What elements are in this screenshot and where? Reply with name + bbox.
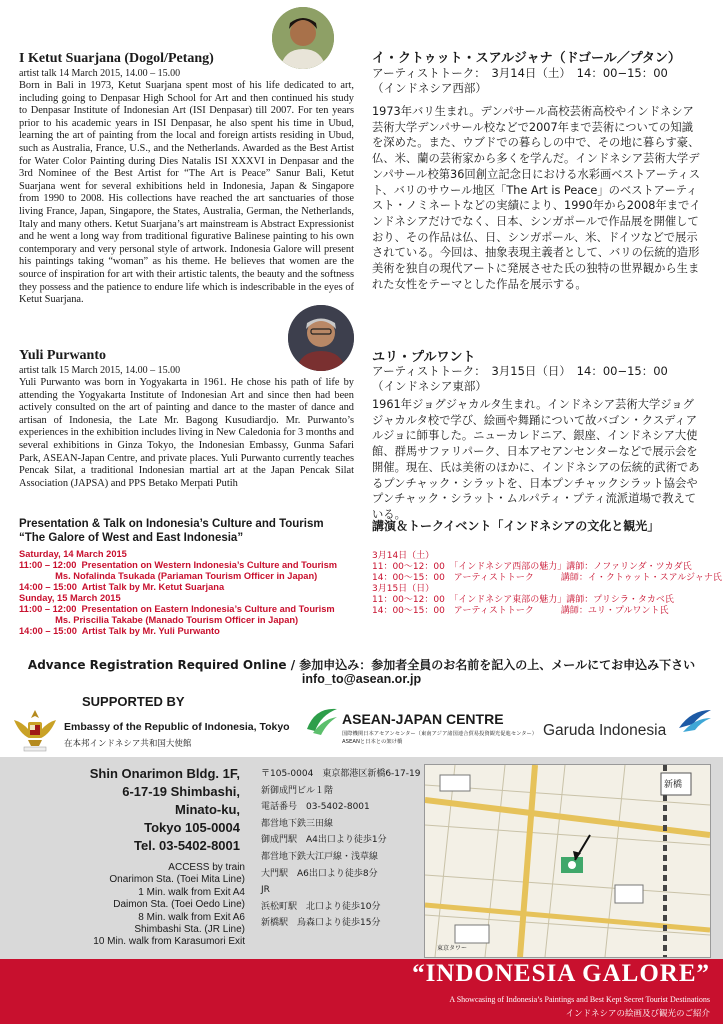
presentation-title-line2: “The Galore of West and East Indonesia” xyxy=(19,532,244,544)
address-jp: 〒105-0004 東京都港区新橋6-17-19 新御成門ビル１階 電話番号 03-5402-8001 都営地下鉄三田線 御成門駅 A4出口より徒歩1分 都営地下鉄大江戸線・浅草線 大門駅 A6出口より徒歩8分 JR 浜松町駅 北口より徒歩10分 新橋駅 烏森口より徒歩15分 xyxy=(261,769,421,929)
ajc-sub2: ASEANと日本との架け橋 xyxy=(342,739,403,745)
artist1-bio-jp: 1973年バリ生まれ。デンパサール高校芸術高校やインドネシア芸術大学デンパサール校などで2007年まで芸術についての知識を深めた。また、ウブドでの暮らしの中で、その地に暮らす豪、仏、米、蘭の芸術家から多くを学んだ。インドネシア芸術大学デンパサール校第36回創立記念日における水彩画ベストアーティスト、バリのサウール地区「The Art is Peace」のベストアーティスト・ノミネートなどの実績により、1990年から2008年までインドネシアだけでなく、日本、シンガポールで作品展を開催しており、その作品は仏、日、シンガポール、米、ドイツなどで展示されている。今回は、抽象表現主義者として、バリの伝統的造形美術を独自の現代アートに発展させた氏の独特の世界観から生まれた女性をテーマとした作品を展示する。 xyxy=(372,105,701,291)
address-line: 6-17-19 Shimbashi, xyxy=(122,784,240,799)
artist2-region-jp: （インドネシア東部） xyxy=(372,379,487,393)
map-station-label: 新橋 xyxy=(664,780,683,790)
access-en xyxy=(20,862,245,949)
artist1-photo xyxy=(272,7,334,69)
address-en xyxy=(20,765,240,855)
address-line: Minato-ku, xyxy=(175,802,240,817)
access-line: 10 Min. walk from Karasumori Exit xyxy=(93,936,245,948)
access-line: Onarimon Sta. (Toei Mita Line) xyxy=(109,874,245,886)
access-line: ACCESS by train xyxy=(168,862,245,873)
ajc-name: ASEAN-JAPAN CENTRE xyxy=(342,711,504,727)
access-line: Daimon Sta. (Toei Oedo Line) xyxy=(113,899,245,911)
access-line: 1 Min. walk from Exit A4 xyxy=(138,886,245,898)
artist1-talk-jp: アーティストトーク： 3月14日（土） 14：00−15：00 xyxy=(372,66,668,80)
footer-subtitle: A Showcasing of Indonesia’s Paintings and Best Kept Secret Tourist Destinations xyxy=(449,995,710,1004)
area-map[interactable] xyxy=(424,764,711,958)
artist1-bio-en: Born in Bali in 1973, Ketut Suarjana spent most of his life dedicated to art, including going to Denpasar High School for Art and then continued his study to Denpasar Institute of Indonesian Art (ISI Denpasar) till 2007. For ten years prior to his academic years in ISI Denpasar, he also spent his time in Ubud, learning the art of painting from the local and foreign artists residing in Ubud, such as Australia, France, U.S., and the Netherlands. Awarded as the Best Artist for Water Color Painting during Dies Natalis ISI XXXVI in Denpasar and the 3rd Nominee of the Best Artist for “The Art is Peace” Sanur Bali, Ketut Suarjana went for several exhibitions held in Indonesia, Japan & Singapore from 1990 to 2008. His collections have reached the art sanctuaries of those living France, Japan, Singapore, the States, Australia, German, the Netherlands, Italy and many others. Ketut Suarjana’s art mainstream is Abstract Expressionist and he went a long way from traditional figurative Balinese painting to his own contemporary and very personal style of artwork. Indonesia Galore will present his paintings taking “woman” as his theme. He believes that women are the source of inspiration for art with their artistic talents, the beauty and the softness they possess and the patience to endure life which is indescribable in the eyes of Ketut Suarjana. xyxy=(19,80,354,306)
address-phone[interactable]: Tel. 03-5402-8001 xyxy=(134,838,240,853)
address-line: Shin Onarimon Bldg. 1F, xyxy=(89,766,240,781)
presentation-schedule-en: Saturday, 14 March 2015 11:00 – 12:00 Presentation on Western Indonesia’s Culture and Tourism Ms. Nofalinda Tsukada (Pariaman Tourism Officer in Japan) 14:00 – 15:00 Artist Talk by Mr. Ketut Suarjana Sunday, 15 March 2015 11:00 – 12:00 Presentation on Eastern Indonesia’s Culture and Tourism Ms. Priscilia Takabe (Manado Tourism Officer in Japan) 14:00 – 15:00 Artist Talk by Mr. Yuli Purwanto xyxy=(19,549,338,636)
address-line: Tokyo 105-0004 xyxy=(144,820,240,835)
artist1-region-jp: （インドネシア西部） xyxy=(372,81,487,95)
artist2-bio-jp: 1961年ジョグジャカルタ生まれ。インドネシア芸術大学ジョグジャカルタ校で学び、絵画や舞踊について故バゴン・クスディアルジョに師事した。ニューカレドニア、銀座、インドネシア大使館、群馬サファリパーク、日本アセアンセンターなどで展示会を開催。現在、氏は美術のほかに、インドネシアの伝統的武術であるプンチャック・シラットを、日本プンチャックシラット協会やプンチャック・シラット・ムルパティ・プティ流派道場で教えている。 xyxy=(372,398,700,521)
garuda-emblem-icon xyxy=(12,706,58,754)
registration-note: Advance Registration Required Online / 参加申込み：参加者全員のお名前を記入の上、メールにてお申込み下さい xyxy=(27,658,696,672)
footer-title: “INDONESIA GALORE” xyxy=(412,960,710,987)
artist2-photo xyxy=(288,305,354,371)
artist2-name-en: Yuli Purwanto xyxy=(19,348,107,363)
embassy-name-en: Embassy of the Republic of Indonesia, Tokyo xyxy=(64,721,290,733)
artist2-talk-en: artist talk 15 March 2015, 14.00 – 15.00 xyxy=(19,365,181,376)
supported-by-heading: SUPPORTED BY xyxy=(82,694,185,709)
ajc-sub1: 国際機関日本アセアンセンター（東南アジア諸国連合貿易投資観光促進センター） xyxy=(342,731,538,737)
presentation-title-line1: Presentation & Talk on Indonesia’s Culture and Tourism xyxy=(19,518,324,530)
garuda-bird-icon xyxy=(677,708,713,734)
presentation-title-jp: 講演＆トークイベント「インドネシアの文化と観光」 xyxy=(372,519,660,533)
presentation-title-en xyxy=(19,517,324,545)
artist2-name-jp: ユリ・プルワント xyxy=(372,350,476,365)
presentation-schedule-jp: 3月14日（土） 11：00〜12：00 「インドネシア西部の魅力」講師：ノファリンダ・ツカダ氏 14：00〜15：00 アーティストトーク 講師：イ・クトゥット・スアルジャナ氏 3月15日（日） 11：00〜12：00 「インドネシア東部の魅力」講師：プリシラ・タカベ氏 14：00〜15：00 アーティストトーク 講師：ユリ・プルワント氏 xyxy=(372,551,722,616)
access-line: 8 Min. walk from Exit A6 xyxy=(138,911,245,923)
garuda-name: Garuda Indonesia xyxy=(543,722,667,739)
registration-email[interactable]: info_to@asean.or.jp xyxy=(301,672,422,686)
artist1-name-en: I Ketut Suarjana (Dogol/Petang) xyxy=(19,51,214,66)
map-tower-label: 東京タワー xyxy=(437,945,468,952)
ajc-logo-icon xyxy=(305,705,339,735)
artist2-talk-jp: アーティストトーク： 3月15日（日） 14：00−15：00 xyxy=(372,364,668,378)
artist1-name-jp: イ・クトゥット・スアルジャナ（ドゴール／プタン） xyxy=(372,51,681,66)
access-line: Shimbashi Sta. (JR Line) xyxy=(134,924,245,936)
artist1-talk-en: artist talk 14 March 2015, 14.00 – 15.00 xyxy=(19,68,181,79)
footer-subtitle-jp: インドネシアの絵画及び観光のご紹介 xyxy=(565,1009,710,1019)
embassy-name-jp: 在本邦インドネシア共和国大使館 xyxy=(64,739,192,749)
artist2-bio-en: Yuli Purwanto was born in Yogyakarta in 1961. He chose his path of life by attending the Yogyakarta Institute of Indonesian Art and since then had been actively consulted on the art of painting and dance to the master of dance and artisan of Indonesia, the Late Mr. Bagong Kusudiardjo. Mr. Purwanto’s experiences in the exhibition includes living in New Caledonia for 3 months and several exhibitions in Ginza Tokyo, the Indonesian Embassy, Gunma Safari Park, ASEAN-Japan Centre, and private places. Yuli Purwanto currently teaches Pencak Silat, a traditional Indonesian martial art at the Japan Pencak Silat Association (JAPSA) and PPS Betako Merpati Putih xyxy=(19,377,354,489)
